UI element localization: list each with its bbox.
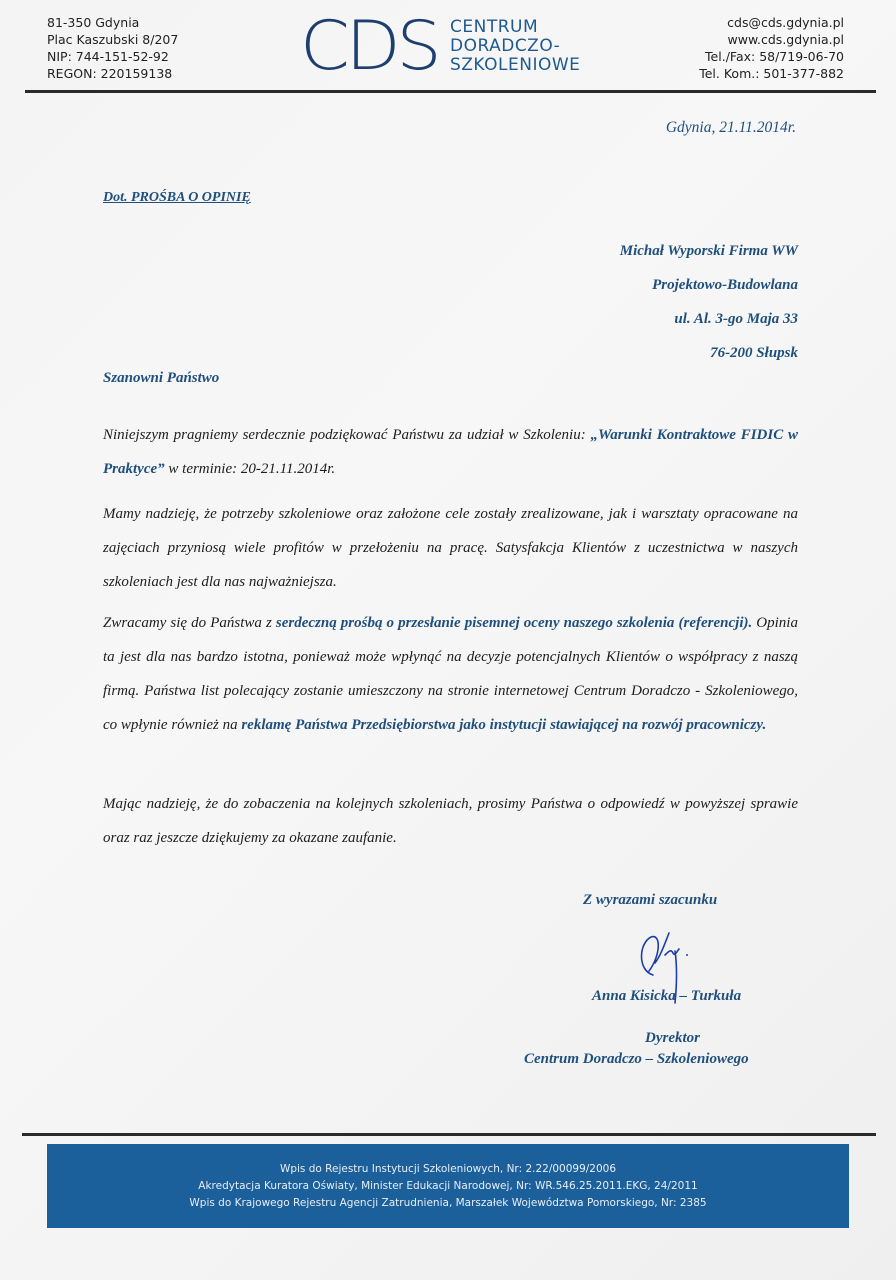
footer-divider <box>22 1133 876 1136</box>
sender-regon: REGON: 220159138 <box>47 66 173 81</box>
training-title: „Warunki Kontraktowe FIDIC w Praktyce” <box>103 427 799 477</box>
paragraph-request <box>103 606 798 742</box>
paragraph-thanks <box>103 418 798 486</box>
training-dates: w terminie: 20-21.11.2014r. <box>164 461 336 477</box>
company-logo <box>300 7 600 86</box>
recipient-company: Projektowo-Budowlana <box>652 277 798 293</box>
sender-city: 81-350 Gdynia <box>47 15 140 30</box>
recipient-street: ul. Al. 3-go Maja 33 <box>674 311 798 327</box>
contact-email[interactable]: cds@cds.gdynia.pl <box>727 15 844 30</box>
footer-line-accreditation: Akredytacja Kuratora Oświaty, Minister Edukacji Narodowej, Nr: WR.546.25.2011.EKG, 24/2011 <box>198 1180 698 1192</box>
registration-footer <box>47 1144 849 1228</box>
signer-role: Dyrektor <box>645 1030 700 1046</box>
recipient-city: 76-200 Słupsk <box>710 345 798 361</box>
contact-website[interactable]: www.cds.gdynia.pl <box>727 32 844 47</box>
logo-mark: CDS <box>300 7 438 86</box>
letter-date: Gdynia, 21.11.2014r. <box>665 119 796 136</box>
request-highlight: serdeczną prośbą o przesłanie pisemnej oceny naszego szkolenia (referencji). <box>275 615 753 631</box>
sender-address-block <box>47 14 178 82</box>
header-divider <box>25 90 876 93</box>
recipient-name: Michał Wyporski Firma WW <box>619 243 798 259</box>
letter-subject: Dot. PROŚBA O OPINIĘ <box>103 190 251 205</box>
complimentary-close: Z wyrazami szacunku <box>583 892 718 908</box>
salutation: Szanowni Państwo <box>103 370 220 386</box>
logo-line-1: CENTRUM <box>450 17 539 37</box>
footer-line-employment-agency: Wpis do Krajowego Rejestru Agencji Zatrudnienia, Marszałek Województwa Pomorskiego, Nr: 2385 <box>189 1197 707 1209</box>
logo-line-3: SZKOLENIOWE <box>450 55 581 75</box>
paragraph-text: Opinia ta jest dla nas bardzo istotna, ponieważ może wpłynąć na decyzje potencjalnych Klientów o współpracy z naszą firmą. Państwa list polecający zostanie umieszczony na stronie internetowej Centrum Doradczo - Szkoleniowego, co wpłynie również na <box>103 615 798 733</box>
paragraph-hope: Mamy nadzieję, że potrzeby szkoleniowe oraz założone cele zostały zrealizowane, jak i warsztaty opracowane na zajęciach przyniosą wiele profitów w przełożeniu na pracę. Satysfakcja Klientów z uczestnictwa w naszych szkoleniach jest dla nas najważniejsza. <box>103 506 798 590</box>
contact-mobile: Tel. Kom.: 501-377-882 <box>699 66 844 81</box>
paragraph-text: Zwracamy się do Państwa z <box>103 615 276 631</box>
signer-organization: Centrum Doradczo – Szkoleniowego <box>524 1051 749 1067</box>
sender-street: Plac Kaszubski 8/207 <box>47 32 179 47</box>
contact-phone-fax: Tel./Fax: 58/719-06-70 <box>705 49 844 64</box>
footer-line-registry: Wpis do Rejestru Instytucji Szkoleniowych, Nr: 2.22/00099/2006 <box>279 1163 617 1175</box>
sender-nip: NIP: 744-151-52-92 <box>47 49 169 64</box>
advertising-highlight: reklamę Państwa Przedsiębiorstwa jako instytucji stawiającej na rozwój pracowniczy. <box>241 717 767 733</box>
paragraph-text: Niniejszym pragniemy serdecznie podziękować Państwu za udział w Szkoleniu: <box>103 427 591 443</box>
sender-contact-block <box>699 14 844 82</box>
recipient-address-block <box>620 234 798 370</box>
signer-name: Anna Kisicka – Turkuła <box>592 988 742 1004</box>
paragraph-closing: Mając nadzieję, że do zobaczenia na kolejnych szkoleniach, prosimy Państwa o odpowiedź w powyższej sprawie oraz raz jeszcze dziękujemy za okazane zaufanie. <box>103 796 798 846</box>
logo-wordmark <box>450 18 580 75</box>
logo-line-2: DORADCZO- <box>450 36 561 56</box>
